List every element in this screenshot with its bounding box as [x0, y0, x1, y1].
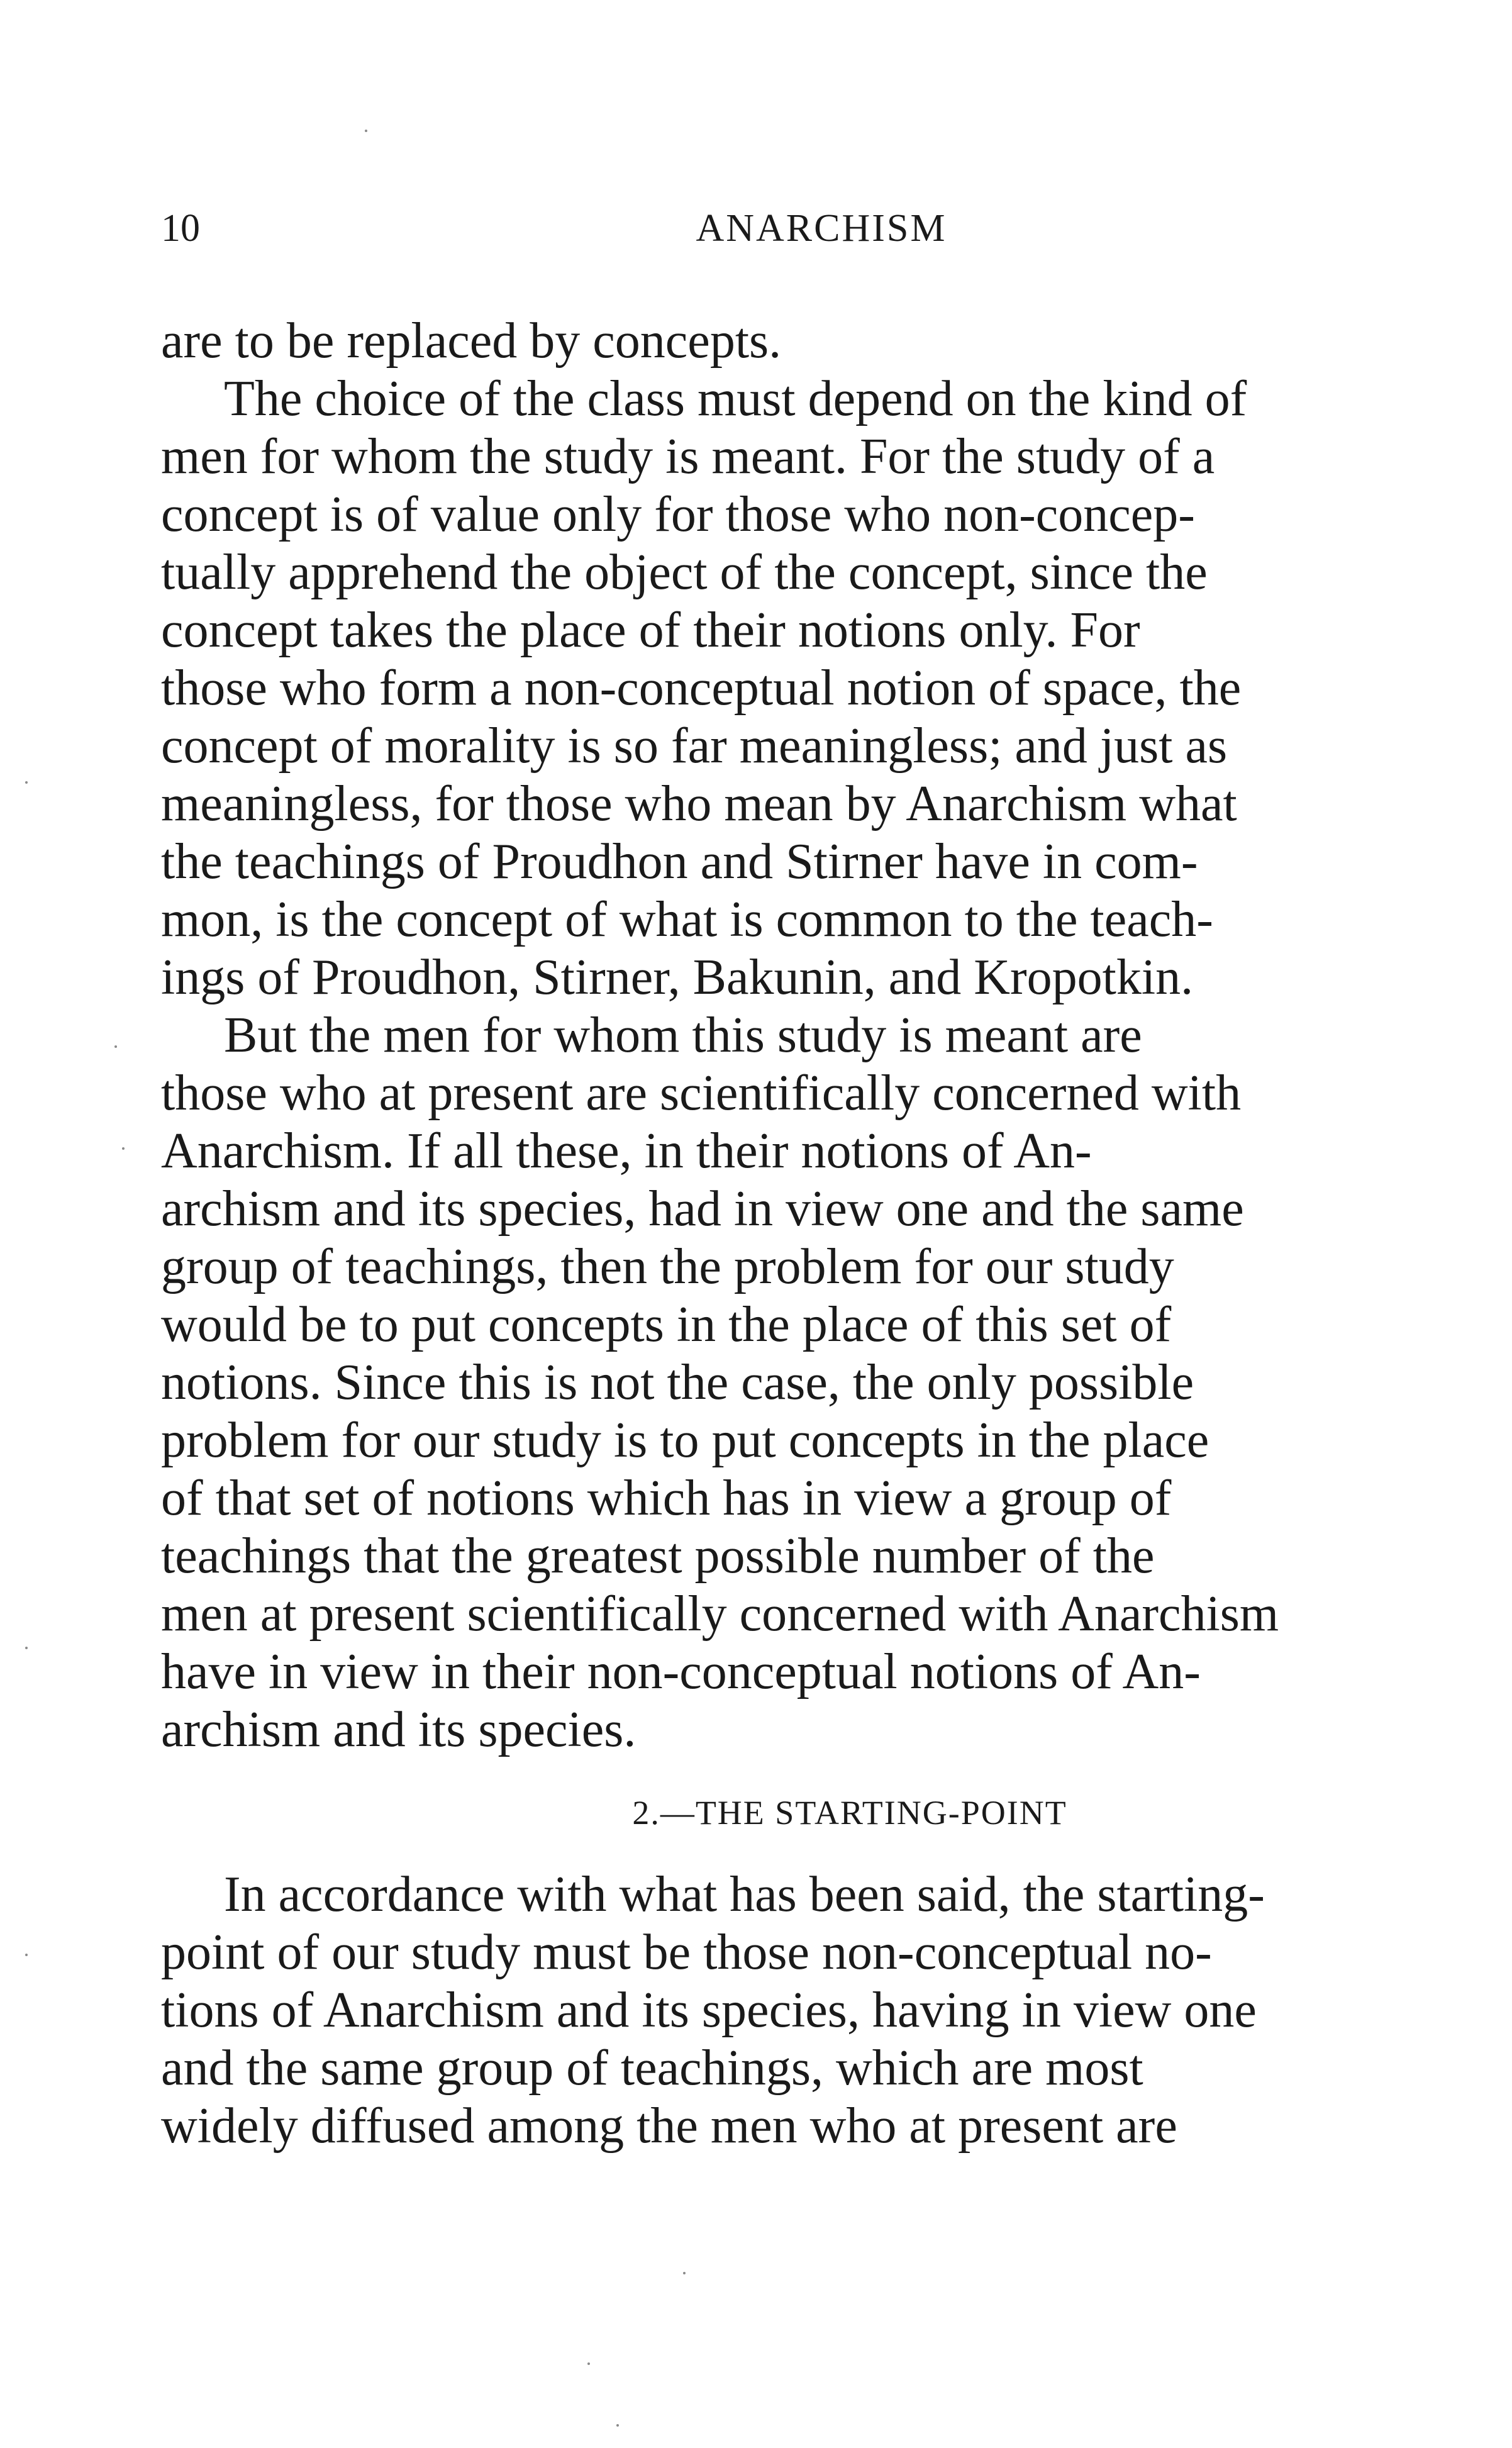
text-line: meaningless, for those who mean by Anarchism what: [161, 776, 1237, 832]
text-line: of that set of notions which has in view a group of: [161, 1471, 1172, 1526]
text-line: But the men for whom this study is meant are: [224, 1008, 1142, 1063]
scan-speck: [122, 1147, 125, 1150]
text-line: ings of Proudhon, Stirner, Bakunin, and Kropotkin.: [161, 950, 1194, 1005]
text-line: point of our study must be those non-conceptual no-: [161, 1925, 1212, 1980]
running-title: ANARCHISM: [696, 207, 947, 250]
text-line: men for whom the study is meant. For the study of a: [161, 429, 1215, 484]
text-line: and the same group of teachings, which are most: [161, 2040, 1143, 2096]
section-heading: 2.—THE STARTING-POINT: [632, 1794, 1067, 1832]
text-line: The choice of the class must depend on the kind of: [224, 371, 1247, 426]
scan-speck: [683, 2272, 686, 2274]
text-line: tually apprehend the object of the concept, since the: [161, 545, 1208, 600]
text-line: widely diffused among the men who at present are: [161, 2098, 1177, 2154]
text-line: men at present scientifically concerned with Anarchism: [161, 1586, 1279, 1642]
text-line: Anarchism. If all these, in their notions of An-: [161, 1123, 1092, 1179]
text-line: In accordance with what has been said, the starting-: [224, 1867, 1265, 1922]
text-line: group of teachings, then the problem for our study: [161, 1239, 1174, 1294]
scan-speck: [587, 2362, 590, 2365]
text-line: archism and its species.: [161, 1702, 636, 1757]
text-line: are to be replaced by concepts.: [161, 313, 782, 369]
text-line: concept is of value only for those who non-concep-: [161, 487, 1195, 542]
scan-speck: [114, 1045, 117, 1048]
text-line: concept of morality is so far meaningless; and just as: [161, 718, 1228, 774]
scan-speck: [616, 2424, 619, 2427]
text-line: problem for our study is to put concepts in the place: [161, 1413, 1209, 1468]
scan-speck: [25, 1647, 28, 1649]
page-number: 10: [161, 207, 200, 250]
text-line: the teachings of Proudhon and Stirner have in com-: [161, 834, 1198, 889]
text-line: mon, is the concept of what is common to the teach-: [161, 892, 1213, 947]
text-line: teachings that the greatest possible number of the: [161, 1528, 1155, 1584]
running-head: [161, 200, 1406, 257]
text-line: notions. Since this is not the case, the only possible: [161, 1355, 1194, 1410]
scan-speck: [25, 1954, 28, 1956]
scan-speck: [365, 130, 367, 132]
text-line: those who form a non-conceptual notion of space, the: [161, 660, 1242, 716]
text-line: would be to put concepts in the place of this set of: [161, 1297, 1172, 1352]
scan-speck: [25, 781, 28, 784]
text-line: archism and its species, had in view one and the same: [161, 1181, 1244, 1237]
text-line: have in view in their non-conceptual notions of An-: [161, 1644, 1201, 1700]
text-line: tions of Anarchism and its species, having in view one: [161, 1983, 1257, 2038]
text-line: concept takes the place of their notions only. For: [161, 603, 1140, 658]
text-line: those who at present are scientifically concerned with: [161, 1065, 1242, 1121]
